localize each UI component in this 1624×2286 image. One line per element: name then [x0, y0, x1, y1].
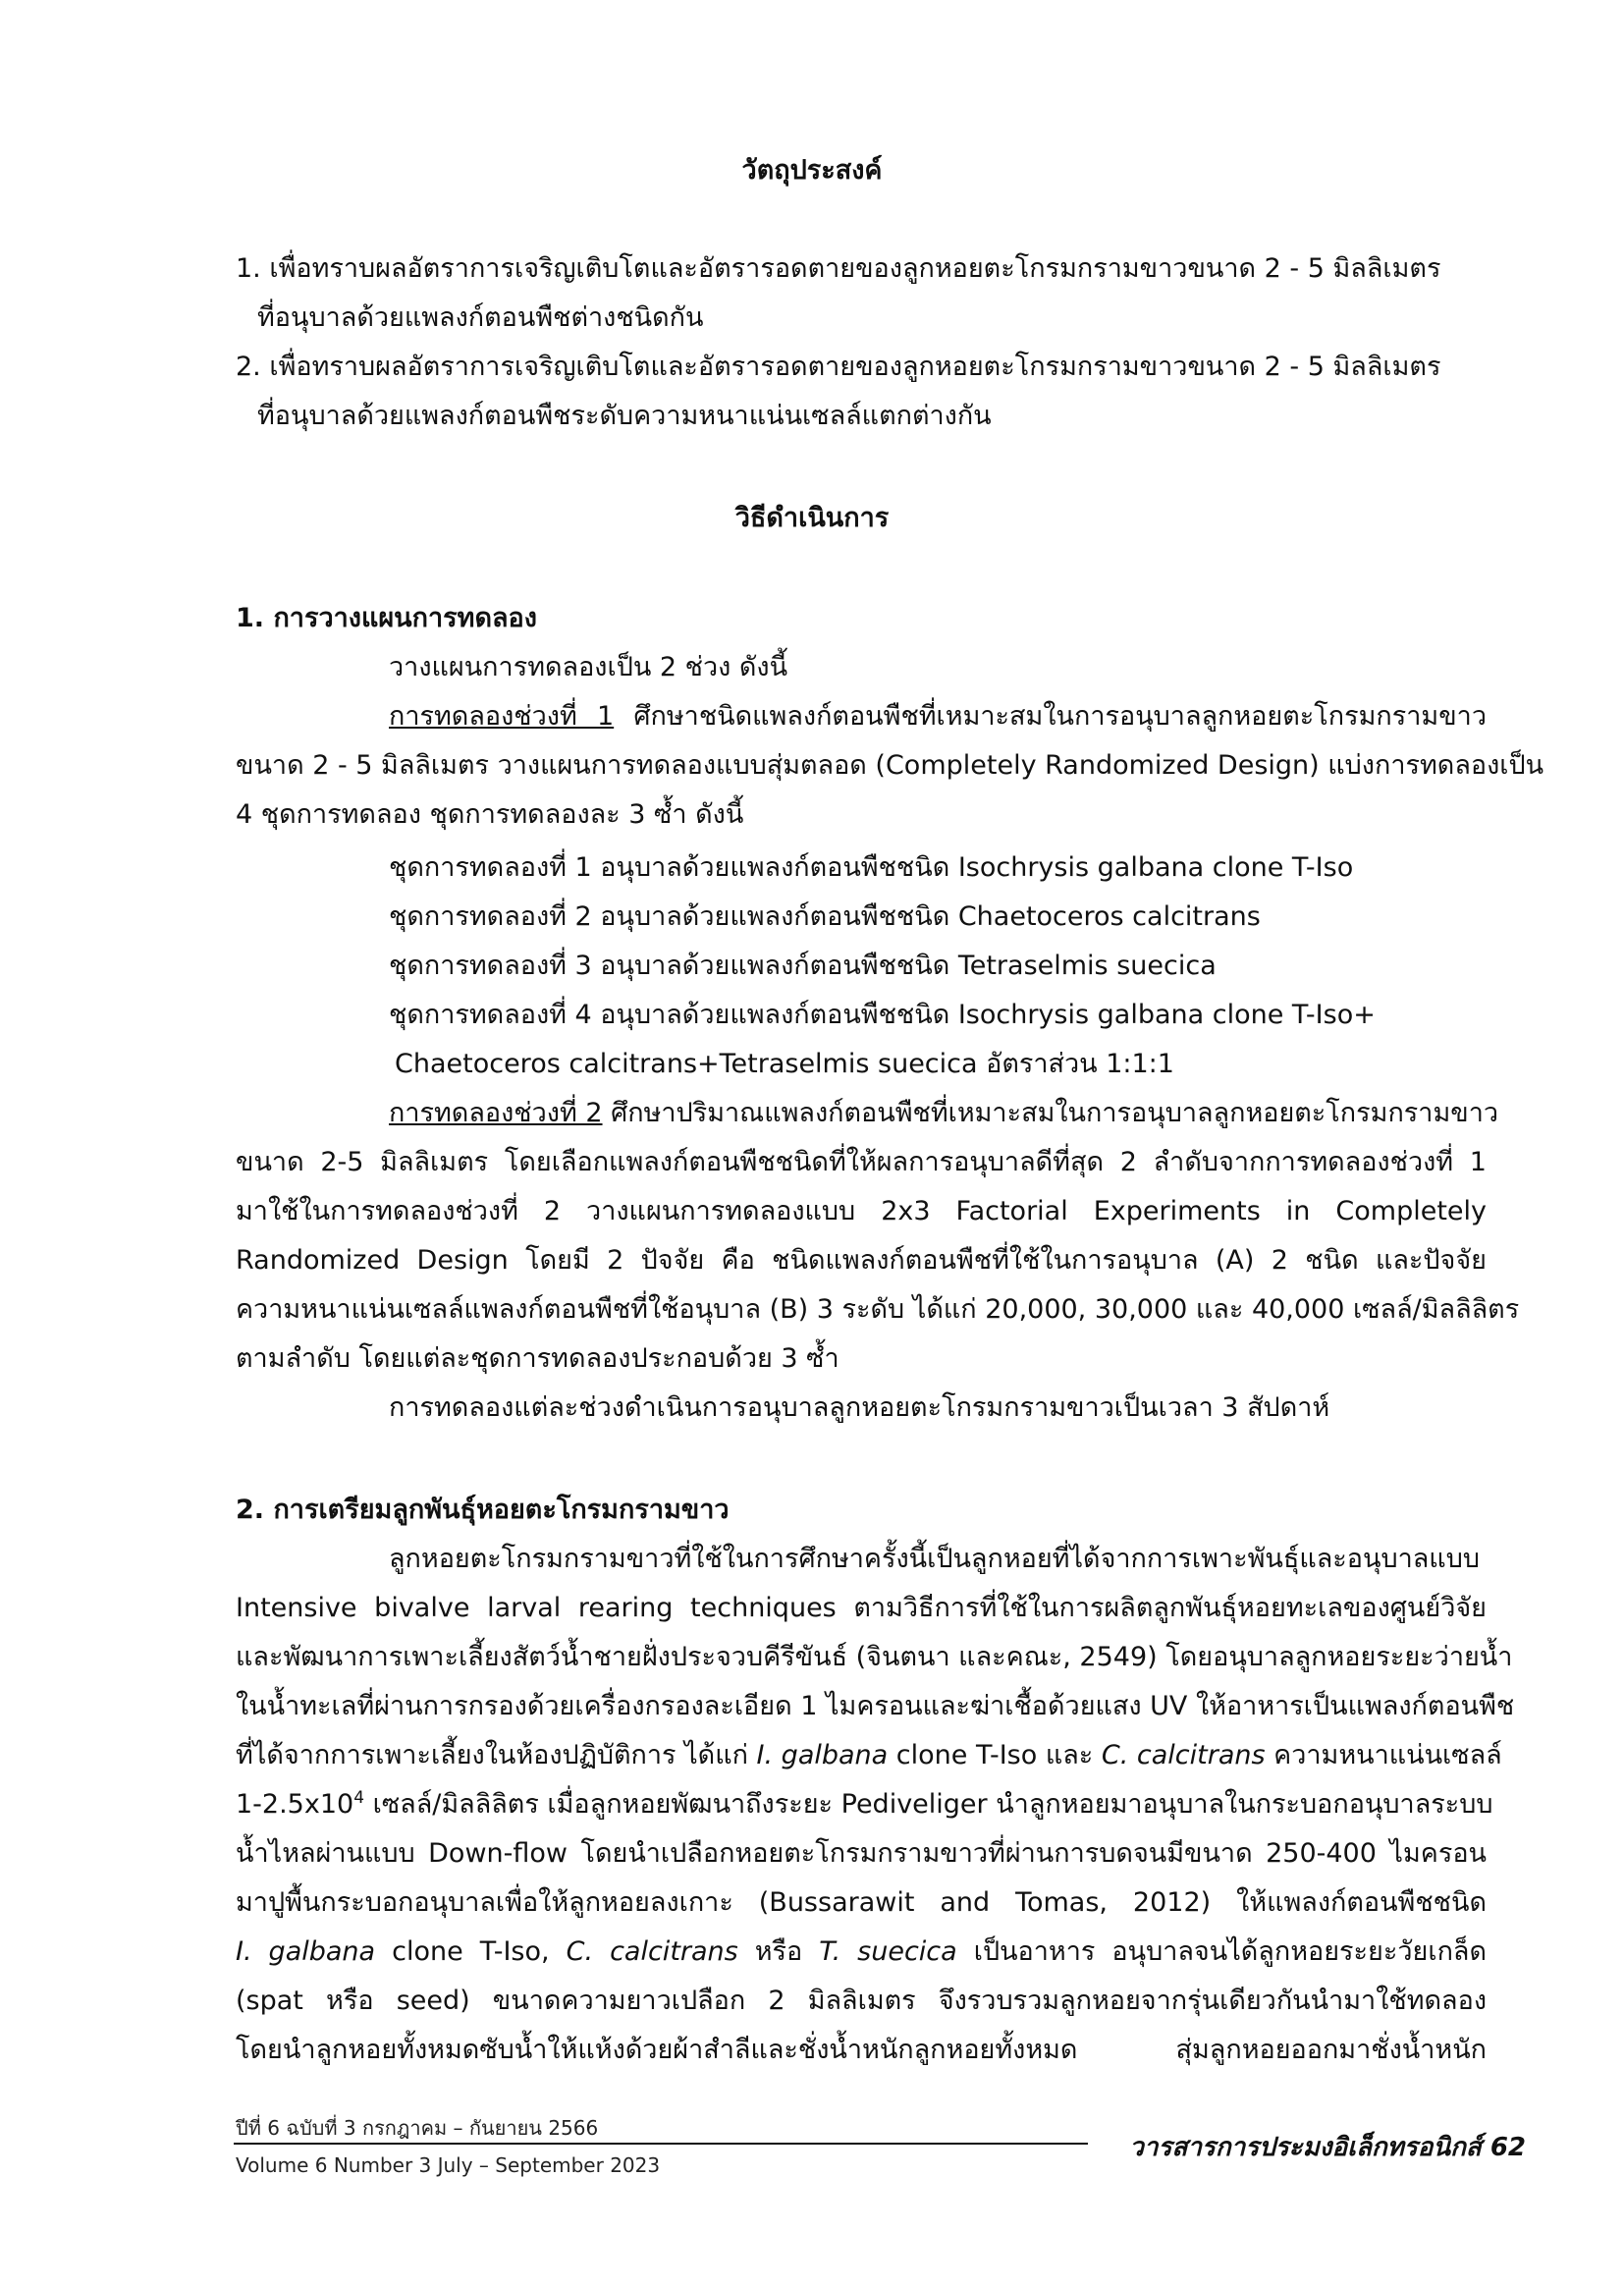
species-name: T. suecica [819, 1936, 957, 1967]
phase-2-line-4: Randomized Design โดยมี 2 ปัจจัย คือ ชนิดแพลงก์ตอนพืชที่ใช้ในการอนุบาล (A) 2 ชนิด และปัจจัย [236, 1245, 1487, 1276]
species-name: I. galbana [236, 1936, 376, 1967]
phase-2-line-1: การทดลองช่วงที่ 2 ศึกษาปริมาณแพลงก์ตอนพืชที่เหมาะสมในการอนุบาลลูกหอยตะโกรมกรามขาว [389, 1098, 1499, 1128]
footer-divider [234, 2143, 1088, 2145]
objective-item-2-line-2: ที่อนุบาลด้วยแพลงก์ตอนพืชระดับความหนาแน่นเซลล์แตกต่างกัน [257, 401, 992, 431]
footer-issue-thai: ปีที่ 6 ฉบับที่ 3 กรกฎาคม – กันยายน 2566 [236, 2116, 599, 2140]
species-name: C. calcitrans [1101, 1740, 1266, 1770]
phase-2-line-6: ตามลำดับ โดยแต่ละชุดการทดลองประกอบด้วย 3 ซ้ำ [236, 1343, 839, 1374]
section-2-line-2: Intensive bivalve larval rearing techniques ตามวิธีการที่ใช้ในการผลิตลูกพันธุ์หอยทะเลของศูนย์วิจัย [236, 1593, 1487, 1623]
experiment-duration: การทดลองแต่ละช่วงดำเนินการอนุบาลลูกหอยตะโกรมกรามขาวเป็นเวลา 3 สัปดาห์ [389, 1392, 1330, 1423]
section-2-line-10: (spat หรือ seed) ขนาดความยาวเปลือก 2 มิลลิเมตร จึงรวบรวมลูกหอยจากรุ่นเดียวกันนำมาใช้ทดลอง [236, 1986, 1487, 2016]
section-2-line-8: มาปูพื้นกระบอกอนุบาลเพื่อให้ลูกหอยลงเกาะ (Bussarawit and Tomas, 2012) ให้แพลงก์ตอนพืชชนิด [236, 1887, 1487, 1918]
footer-issue-english: Volume 6 Number 3 July – September 2023 [236, 2153, 661, 2177]
journal-title: วารสารการประมงอิเล็กทรอนิกส์ [1129, 2133, 1482, 2162]
section-1-heading: 1. การวางแผนการทดลอง [236, 603, 537, 633]
section-2-line-1: ลูกหอยตะโกรมกรามขาวที่ใช้ในการศึกษาครั้งนี้เป็นลูกหอยที่ได้จากการเพาะพันธุ์และอนุบาลแบบ [389, 1544, 1480, 1574]
page-number: 62 [1489, 2133, 1526, 2162]
objective-item-1-line-2: ที่อนุบาลด้วยแพลงก์ตอนพืชต่างชนิดกัน [257, 302, 704, 333]
section-2-line-6: $1-2.5x10^4$ เซลล์/มิลลิลิตร เมื่อลูกหอยพัฒนาถึงระยะ Pediveliger นำลูกหอยมาอนุบาลในกระบอกอนุบาลระบบ [236, 1788, 1493, 1820]
treatment-4-line-2: Chaetoceros calcitrans+Tetraselmis suecica อัตราส่วน 1:1:1 [395, 1049, 1174, 1079]
section-2-line-9: I. galbana clone T-Iso, C. calcitrans หรือ T. suecica เป็นอาหาร อนุบาลจนได้ลูกหอยระยะวัยเกล็ด [236, 1936, 1487, 1967]
objective-item-2-line-1: 2. เพื่อทราบผลอัตราการเจริญเติบโตและอัตรารอดตายของลูกหอยตะโกรมกรามขาวขนาด 2 - 5 มิลลิเมตร [236, 352, 1441, 382]
phase-2-line-3: มาใช้ในการทดลองช่วงที่ 2 วางแผนการทดลองแบบ 2x3 Factorial Experiments in Completely [236, 1196, 1487, 1226]
phase-1-line-2: ขนาด 2 - 5 มิลลิเมตร วางแผนการทดลองแบบสุ่มตลอด (Completely Randomized Design) แบ่งการทดลองเป็น [236, 750, 1544, 781]
phase-2-line-2: ขนาด 2-5 มิลลิเมตร โดยเลือกแพลงก์ตอนพืชชนิดที่ให้ผลการอนุบาลดีที่สุด 2 ลำดับจากการทดลองช่วงที่ 1 [236, 1147, 1487, 1177]
phase-2-line-5: ความหนาแน่นเซลล์แพลงก์ตอนพืชที่ใช้อนุบาล (B) 3 ระดับ ได้แก่ 20,000, 30,000 และ 40,000 เซลล์/มิลลิลิตร [236, 1294, 1520, 1325]
species-name: I. galbana [756, 1740, 889, 1770]
phase-2-label: การทดลองช่วงที่ 2 [389, 1098, 603, 1128]
phase-1-line-1: การทดลองช่วงที่ 1 ศึกษาชนิดแพลงก์ตอนพืชที่เหมาะสมในการอนุบาลลูกหอยตะโกรมกรามขาว [389, 701, 1487, 732]
objectives-heading: วัตถุประสงค์ [741, 155, 883, 186]
section-2-line-5: ที่ได้จากการเพาะเลี้ยงในห้องปฏิบัติการ ได้แก่ I. galbana clone T-Iso และ C. calcitrans ความหนาแน่นเซลล์ [236, 1740, 1502, 1770]
treatment-2: ชุดการทดลองที่ 2 อนุบาลด้วยแพลงก์ตอนพืชชนิด Chaetoceros calcitrans [389, 901, 1261, 932]
phase-1-line-3: 4 ชุดการทดลอง ชุดการทดลองละ 3 ซ้ำ ดังนี้ [236, 799, 744, 830]
section-2-line-4: ในน้ำทะเลที่ผ่านการกรองด้วยเครื่องกรองละเอียด 1 ไมครอนและฆ่าเชื้อด้วยแสง UV ให้อาหารเป็นแพลงก์ตอนพืช [236, 1691, 1515, 1721]
section-2-line-7: น้ำไหลผ่านแบบ Down-flow โดยนำเปลือกหอยตะโกรมกรามขาวที่ผ่านการบดจนมีขนาด 250-400 ไมครอน [236, 1838, 1487, 1869]
section-1-intro: วางแผนการทดลองเป็น 2 ช่วง ดังนี้ [389, 652, 788, 682]
phase-1-label: การทดลองช่วงที่ 1 [389, 701, 615, 732]
species-name: C. calcitrans [566, 1936, 738, 1967]
section-2-line-3: และพัฒนาการเพาะเลี้ยงสัตว์น้ำชายฝั่งประจวบคีรีขันธ์ (จินตนา และคณะ, 2549) โดยอนุบาลลูกหอยระยะว่ายน้ำ [236, 1642, 1513, 1672]
methods-heading: วิธีดำเนินการ [734, 503, 890, 533]
section-2-heading: 2. การเตรียมลูกพันธุ์หอยตะโกรมกรามขาว [236, 1495, 730, 1525]
section-2-line-11: โดยนำลูกหอยทั้งหมดซับน้ำให้แห้งด้วยผ้าสำลีและชั่งน้ำหนักลูกหอยทั้งหมด สุ่มลูกหอยออกมาชั่งน้ำหนัก [236, 2035, 1487, 2065]
treatment-4-line-1: ชุดการทดลองที่ 4 อนุบาลด้วยแพลงก์ตอนพืชชนิด Isochrysis galbana clone T-Iso+ [389, 1000, 1376, 1030]
footer-journal [1129, 2127, 1526, 2167]
treatment-1: ชุดการทดลองที่ 1 อนุบาลด้วยแพลงก์ตอนพืชชนิด Isochrysis galbana clone T-Iso [389, 852, 1354, 883]
treatment-3: ชุดการทดลองที่ 3 อนุบาลด้วยแพลงก์ตอนพืชชนิด Tetraselmis suecica [389, 951, 1217, 981]
objective-item-1-line-1: 1. เพื่อทราบผลอัตราการเจริญเติบโตและอัตรารอดตายของลูกหอยตะโกรมกรามขาวขนาด 2 - 5 มิลลิเมตร [236, 253, 1441, 284]
